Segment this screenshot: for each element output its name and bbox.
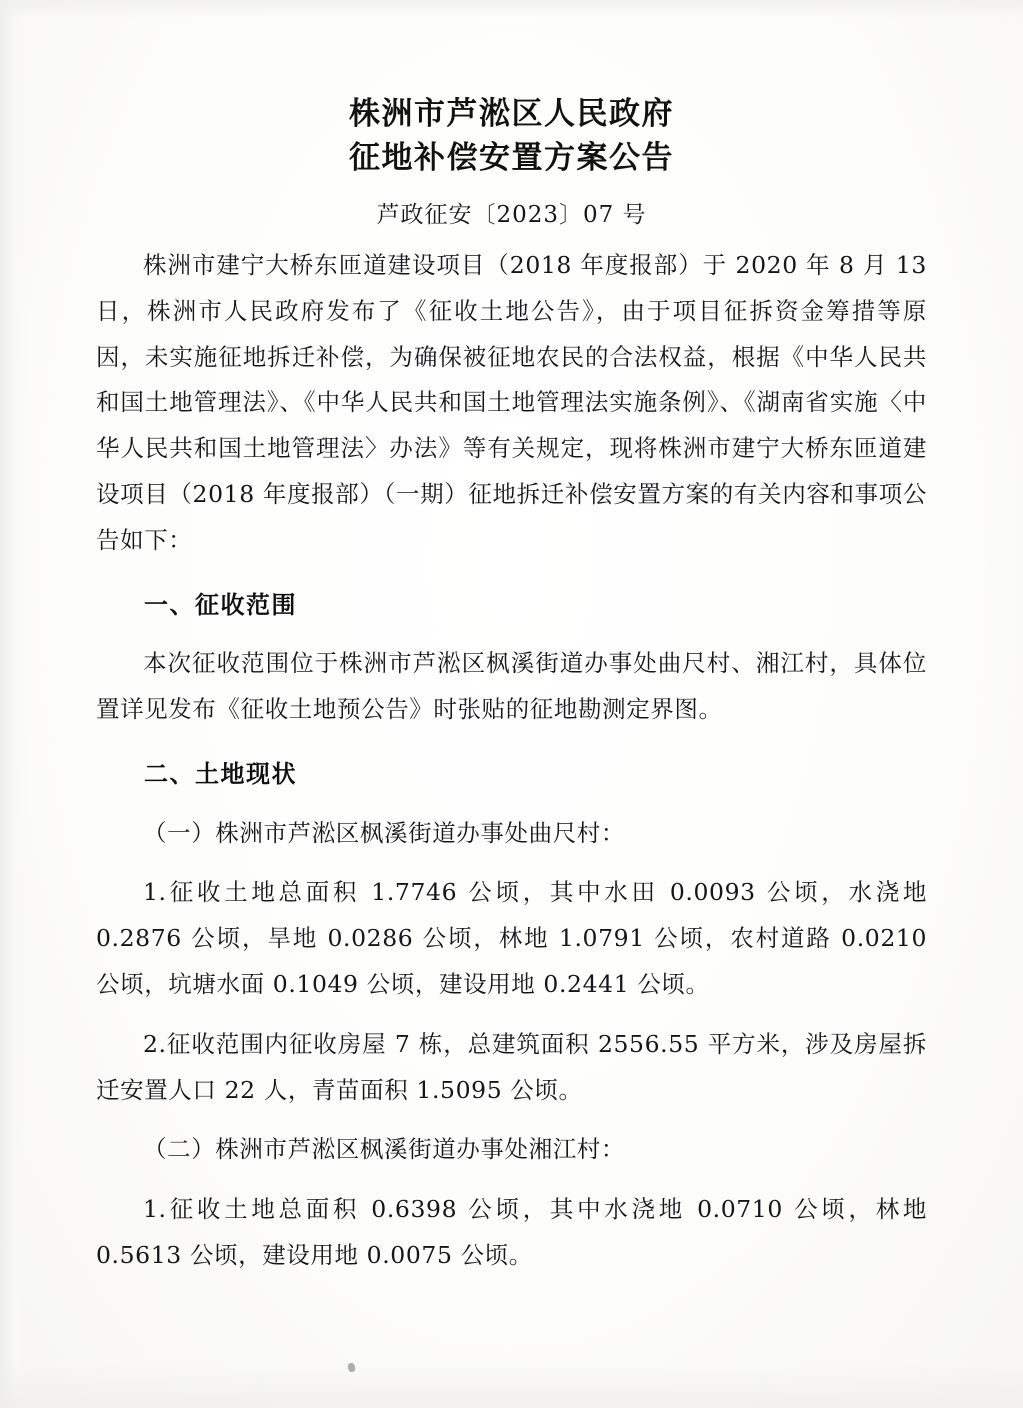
section-2-paragraph-1: （一）株洲市芦淞区枫溪街道办事处曲尺村： bbox=[143, 818, 625, 847]
section-heading-1: 一、征收范围 bbox=[144, 589, 297, 619]
page-edge-shadow-left bbox=[0, 0, 26, 1408]
title-line-2: 征地补偿安置方案公告 bbox=[349, 140, 674, 177]
section-2-paragraph-2: 1.征收土地总面积 1.7746 公顷，其中水田 0.0093 公顷，水浇地 0.2876 公顷，旱地 0.0286 公顷，林地 1.0791 公顷，农村道路 0.0210 公顷，坑塘水面 0.1049 公顷，建设用地 0.2441 公顷。 bbox=[96, 878, 927, 998]
document-number: 芦政征安〔2023〕07 号 bbox=[376, 202, 647, 229]
page-edge-shadow-top bbox=[0, 0, 1023, 18]
intro-paragraph: 株洲市建宁大桥东匝道建设项目（2018 年度报部）于 2020 年 8 月 13 日，株洲市人民政府发布了《征收土地公告》，由于项目征拆资金筹措等原因，未实施征地拆迁补偿，为确保被征地农民的合法权益，根据《中华人民共和国土地管理法》、《中华人民共和国土地管理法实施条例》、《湖南省实施〈中华人民共和国土地管理法〉办法》等有关规定，现将株洲市建宁大桥东匝道建设项目（2018 年度报部）（一期）征地拆迁补偿安置方案的有关内容和事项公告如下： bbox=[96, 251, 927, 554]
page-edge-shadow-bottom bbox=[0, 1362, 1023, 1408]
section-2-paragraph-3: 2.征收范围内征收房屋 7 栋，总建筑面积 2556.55 平方米，涉及房屋拆迁安置人口 22 人，青苗面积 1.5095 公顷。 bbox=[96, 1029, 927, 1104]
title-line-1: 株洲市芦淞区人民政府 bbox=[349, 96, 674, 132]
section-heading-2: 二、土地现状 bbox=[144, 758, 297, 788]
section-2-paragraph-5: 1.征收土地总面积 0.6398 公顷，其中水浇地 0.0710 公顷，林地 0.5613 公顷，建设用地 0.0075 公顷。 bbox=[96, 1195, 927, 1270]
document-content bbox=[96, 92, 927, 1279]
section-2-paragraph-4: （二）株洲市芦淞区枫溪街道办事处湘江村： bbox=[143, 1135, 625, 1164]
section-1-paragraph-1: 本次征收范围位于株洲市芦淞区枫溪街道办事处曲尺村、湘江村，具体位置详见发布《征收土地预公告》时张贴的征地勘测定界图。 bbox=[96, 649, 927, 724]
page-title bbox=[96, 92, 927, 180]
